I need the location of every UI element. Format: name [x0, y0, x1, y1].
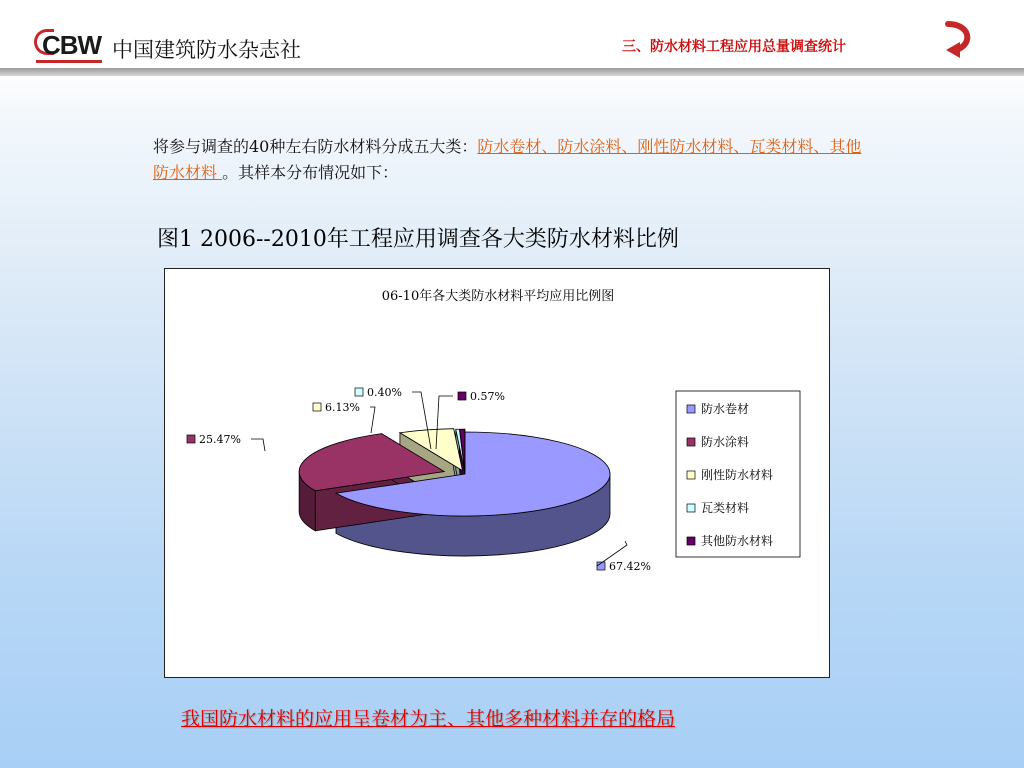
- chart-title: 06-10年各大类防水材料平均应用比例图: [381, 289, 615, 304]
- pie-chart: [165, 269, 831, 679]
- figure-title: 图1 2006--2010年工程应用调查各大类防水材料比例: [157, 227, 679, 252]
- legend-label-3: 刚性防水材料: [701, 468, 774, 482]
- data-label-3: [313, 401, 360, 414]
- legend-label-2: 防水涂料: [701, 435, 750, 449]
- data-label-text-1: 67.42%: [609, 560, 651, 573]
- data-label-swatch-2: [187, 435, 195, 443]
- data-label-2: [187, 433, 241, 446]
- data-label-1: [597, 560, 651, 573]
- logo-text: CBW: [42, 30, 102, 60]
- intro-prefix: 将参与调查的40种左右防水材料分成五大类：: [153, 137, 478, 156]
- data-label-text-5: 0.57%: [470, 390, 505, 403]
- logo-underline: [36, 60, 102, 63]
- data-label-text-4: 0.40%: [367, 386, 402, 399]
- chart-legend: [676, 391, 800, 557]
- data-label-5: [458, 390, 505, 403]
- legend-label-1: 防水卷材: [701, 402, 750, 416]
- intro-paragraph: [153, 134, 873, 186]
- chart-container: [164, 268, 830, 678]
- legend-swatch-3: [687, 471, 695, 479]
- data-label-swatch-4: [355, 388, 363, 396]
- legend-swatch-5: [687, 537, 695, 545]
- intro-suffix: 。其样本分布情况如下：: [222, 163, 399, 182]
- intro-category-link[interactable]: 防水卷材、防水涂料、刚性防水材料、瓦类材料、其他防水材料: [153, 137, 862, 182]
- legend-label-4: 瓦类材料: [701, 501, 750, 515]
- leader-line-3: [370, 407, 375, 433]
- data-label-text-2: 25.47%: [199, 433, 241, 446]
- legend-swatch-4: [687, 504, 695, 512]
- section-title: 三、防水材料工程应用总量调查统计: [622, 39, 846, 55]
- leader-line-2: [251, 439, 265, 451]
- conclusion-link[interactable]: 我国防水材料的应用呈卷材为主、其他多种材料并存的格局: [181, 708, 676, 730]
- legend-label-5: 其他防水材料: [701, 534, 774, 548]
- header-divider: [0, 68, 1024, 76]
- data-label-swatch-3: [313, 403, 321, 411]
- legend-swatch-2: [687, 438, 695, 446]
- org-name: 中国建筑防水杂志社: [112, 38, 301, 62]
- return-arrow-icon[interactable]: [940, 20, 974, 60]
- legend-swatch-1: [687, 405, 695, 413]
- data-label-swatch-5: [458, 392, 466, 400]
- data-label-text-3: 6.13%: [325, 401, 360, 414]
- data-label-4: [355, 386, 402, 399]
